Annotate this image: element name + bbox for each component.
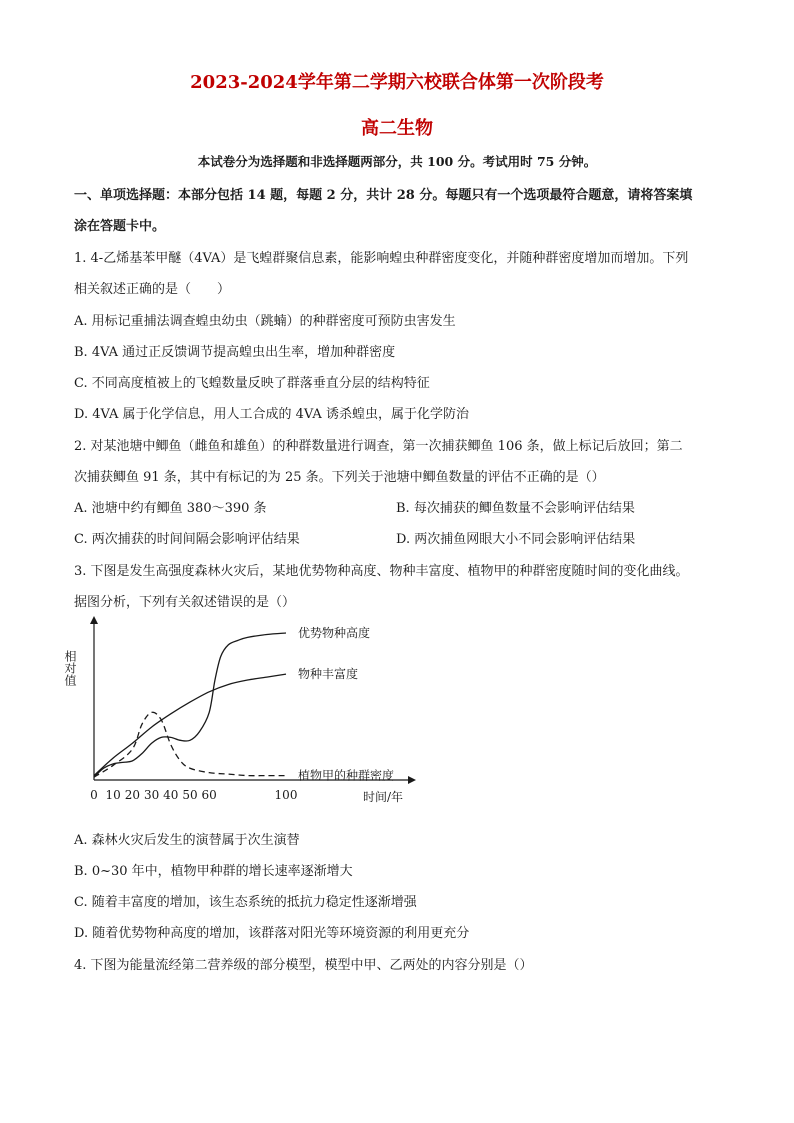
x-tick-label: 100 [274, 788, 298, 802]
series-line-1 [94, 633, 286, 777]
q1-option-d: D. 4VA 属于化学信息，用人工合成的 4VA 诱杀蝗虫，属于化学防治 [74, 407, 469, 422]
y-axis-label: 相对值 [63, 650, 77, 686]
q2-stem-line-2: 次捕获鲫鱼 91 条，其中有标记的为 25 条。下列关于池塘中鲫鱼数量的评估不正确的是（） [74, 470, 605, 485]
section-instructions-line-2: 涂在答题卡中。 [74, 219, 166, 234]
q2-option-a: A. 池塘中约有鲫鱼 380～390 条 [74, 501, 267, 516]
x-tick-label: 60 [201, 788, 217, 802]
q3-stem-line-2: 据图分析，下列有关叙述错误的是（） [74, 595, 296, 610]
series-label-2: 物种丰富度 [298, 667, 359, 682]
x-tick-label: 30 [143, 788, 160, 802]
q1-stem-line-2: 相关叙述正确的是（ ） [74, 282, 231, 297]
q1-option-c: C. 不同高度植被上的飞蝗数量反映了群落垂直分层的结构特征 [74, 376, 430, 391]
q3-option-d: D. 随着优势物种高度的增加，该群落对阳光等环境资源的利用更充分 [74, 926, 470, 941]
series-line-3 [94, 712, 286, 777]
exam-intro: 本试卷分为选择题和非选择题两部分，共 100 分。考试用时 75 分钟。 [197, 154, 597, 169]
q2-option-b: B. 每次捕获的鲫鱼数量不会影响评估结果 [396, 501, 635, 516]
series-label-3: 植物甲的种群密度 [298, 768, 395, 783]
subject-title: 高二生物 [361, 118, 433, 139]
q3-stem-line-1: 3. 下图是发生高强度森林火灾后，某地优势物种高度、物种丰富度、植物甲的种群密度随时间的变化曲线。 [74, 564, 689, 579]
q1-option-b: B. 4VA 通过正反馈调节提高蝗虫出生率，增加种群密度 [74, 345, 396, 360]
q3-option-a: A. 森林火灾后发生的演替属于次生演替 [74, 833, 300, 848]
q3-option-b: B. 0~30 年中，植物甲种群的增长速率逐渐增大 [74, 864, 353, 879]
succession-chart [0, 615, 794, 835]
x-tick-label: 40 [163, 788, 179, 802]
q1-stem-line-1: 1. 4-乙烯基苯甲醚（4VA）是飞蝗群聚信息素，能影响蝗虫种群密度变化，并随种群密度增加而增加。下列 [74, 251, 689, 266]
x-tick-label: 20 [124, 788, 141, 802]
x-tick-label: 0 [90, 788, 98, 802]
section-instructions-line-1: 一、单项选择题：本部分包括 14 题，每题 2 分，共计 28 分。每题只有一个选项最符合题意，请将答案填 [74, 188, 693, 203]
x-tick-label: 10 [105, 788, 121, 802]
q2-option-c: C. 两次捕获的时间间隔会影响评估结果 [74, 532, 300, 547]
q2-option-d: D. 两次捕鱼网眼大小不同会影响评估结果 [396, 532, 636, 547]
q2-stem-line-1: 2. 对某池塘中鲫鱼（雌鱼和雄鱼）的种群数量进行调查，第一次捕获鲫鱼 106 条，做上标记后放回；第二 [74, 439, 683, 454]
q1-option-a: A. 用标记重捕法调查蝗虫幼虫（跳蝻）的种群密度可预防虫害发生 [74, 314, 456, 329]
exam-title: 2023-2024学年第二学期六校联合体第一次阶段考 [190, 72, 604, 93]
q3-option-c: C. 随着丰富度的增加，该生态系统的抵抗力稳定性逐渐增强 [74, 895, 417, 910]
series-label-1: 优势物种高度 [298, 626, 371, 640]
series-line-2 [94, 674, 286, 775]
x-axis-label: 时间/年 [362, 790, 404, 804]
q4-stem-line-1: 4. 下图为能量流经第二营养级的部分模型，模型中甲、乙两处的内容分别是（） [74, 958, 533, 973]
x-tick-label: 50 [182, 788, 198, 802]
